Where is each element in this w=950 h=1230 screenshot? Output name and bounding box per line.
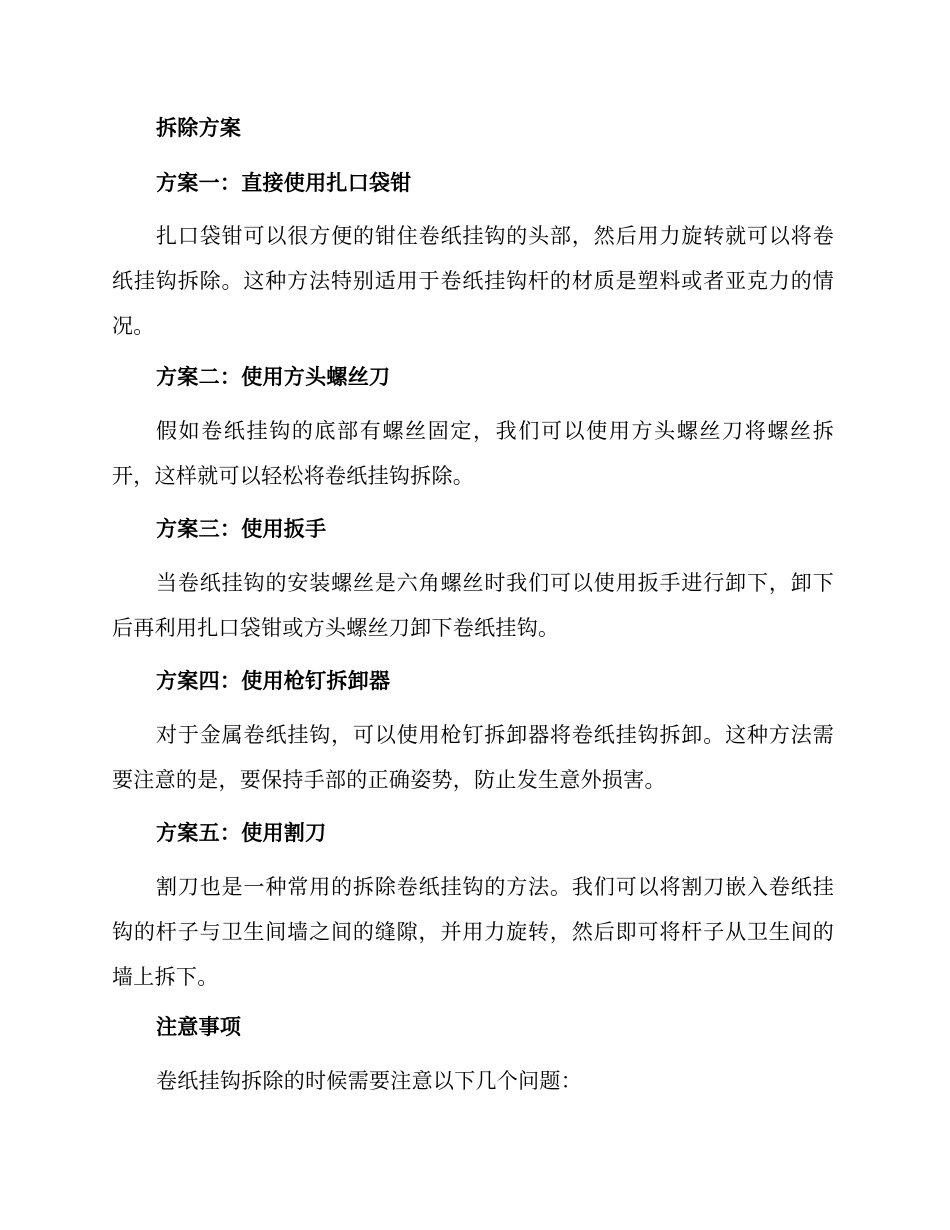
section-body-4: 对于金属卷纸挂钩，可以使用枪钉拆卸器将卷纸挂钩拆卸。这种方法需要注意的是，要保持手部的正确姿势，防止发生意外损害。 [112, 723, 834, 792]
section-body-5: 割刀也是一种常用的拆除卷纸挂钩的方法。我们可以将割刀嵌入卷纸挂钩的杆子与卫生间墙之间的缝隙，并用力旋转，然后即可将杆子从卫生间的墙上拆下。 [112, 875, 834, 989]
section-heading-4: 方案四：使用枪钉拆卸器 [156, 668, 391, 693]
section-body-3: 当卷纸挂钩的安装螺丝是六角螺丝时我们可以使用扳手进行卸下，卸下后再利用扎口袋钳或方头螺丝刀卸下卷纸挂钩。 [112, 571, 834, 640]
notes-heading: 注意事项 [156, 1014, 242, 1039]
section-heading-1: 方案一：直接使用扎口袋钳 [156, 170, 412, 195]
section-heading-5: 方案五：使用割刀 [156, 820, 327, 845]
notes-intro: 卷纸挂钩拆除的时候需要注意以下几个问题： [156, 1069, 582, 1093]
section-body-1: 扎口袋钳可以很方便的钳住卷纸挂钩的头部，然后用力旋转就可以将卷纸挂钩拆除。这种方法特别适用于卷纸挂钩杆的材质是塑料或者亚克力的情况。 [112, 224, 834, 338]
section-heading-3: 方案三：使用扳手 [156, 516, 327, 541]
section-body-2: 假如卷纸挂钩的底部有螺丝固定，我们可以使用方头螺丝刀将螺丝拆开，这样就可以轻松将卷纸挂钩拆除。 [112, 419, 834, 488]
document-title: 拆除方案 [156, 115, 242, 140]
section-heading-2: 方案二：使用方头螺丝刀 [156, 364, 391, 389]
